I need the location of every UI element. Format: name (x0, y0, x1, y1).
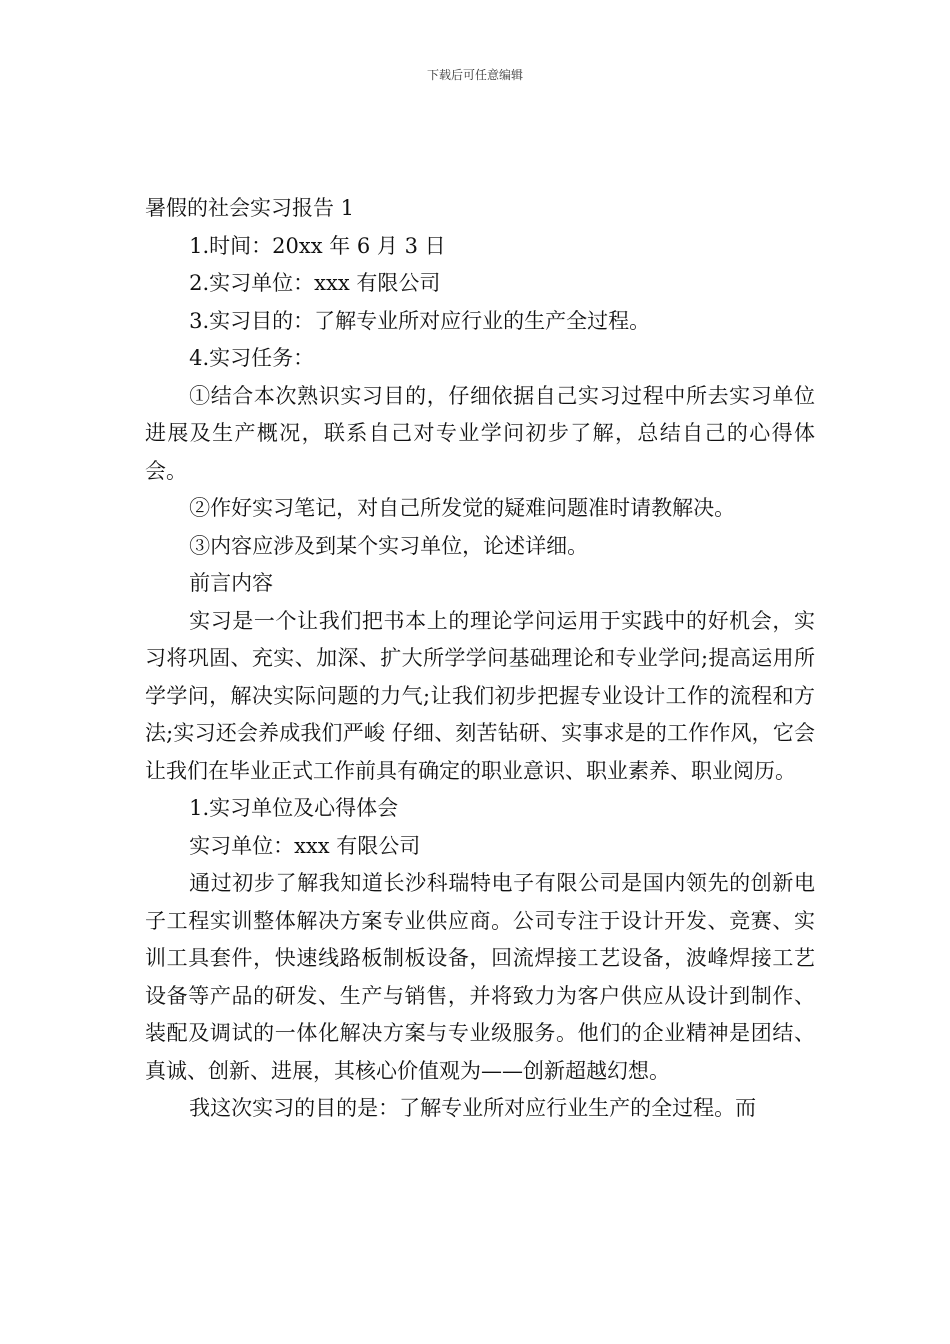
page-header: 下载后可任意编辑 (426, 68, 523, 82)
paragraph-company-intro: 通过初步了解我知道长沙科瑞特电子有限公司是国内领先的创新电子工程实训整体解决方案专业供应商。公司专注于设计开发、竞赛、实训工具套件，快速线路板制板设备，回流焊接工艺设备，波峰焊接工艺设备等产品的研发、生产与销售，并将致力为客户供应从设计到制作、装配及调试的一体化解决方案与专业级服务。他们的企业精神是团结、真诚、创新、进展，其核心价值观为——创新超越幻想。 (145, 871, 815, 1083)
paragraph-task-3: ③内容应涉及到某个实习单位，论述详细。 (189, 533, 589, 558)
document-body (145, 190, 815, 1128)
paragraph-time: 1.时间：20xx 年 6 月 3 日 (189, 233, 446, 258)
paragraph-purpose: 3.实习目的：了解专业所对应行业的生产全过程。 (189, 308, 651, 333)
paragraph-task-2: ②作好实习笔记，对自己所发觉的疑难问题准时请教解决。 (189, 496, 736, 520)
section-heading-unit-experience: 1.实习单位及心得体会 (189, 796, 399, 820)
paragraph-purpose-continued: 我这次实习的目的是：了解专业所对应行业生产的全过程。而 (189, 1096, 757, 1120)
paragraph-unit-name: 实习单位：xxx 有限公司 (189, 833, 421, 858)
paragraph-task-1: ①结合本次熟识实习目的，仔细依据自己实习过程中所去实习单位进展及生产概况，联系自己对专业学问初步了解，总结自己的心得体会。 (145, 383, 815, 483)
document-title: 暑假的社会实习报告 1 (145, 196, 355, 220)
paragraph-unit: 2.实习单位：xxx 有限公司 (189, 271, 441, 295)
paragraph-tasks-heading: 4.实习任务： (189, 346, 315, 370)
paragraph-preface: 实习是一个让我们把书本上的理论学问运用于实践中的好机会，实习将巩固、充实、加深、扩大所学学问基础理论和专业学问;提高运用所学学问，解决实际问题的力气;让我们初步把握专业设计工作的流程和方法;实习还会养成我们严峻 仔细、刻苦钻研、实事求是的工作作风，它会让我们在毕业正式工作前具有确定的职业意识、职业素养、职业阅历。 (145, 608, 815, 783)
section-heading-preface: 前言内容 (189, 571, 274, 595)
